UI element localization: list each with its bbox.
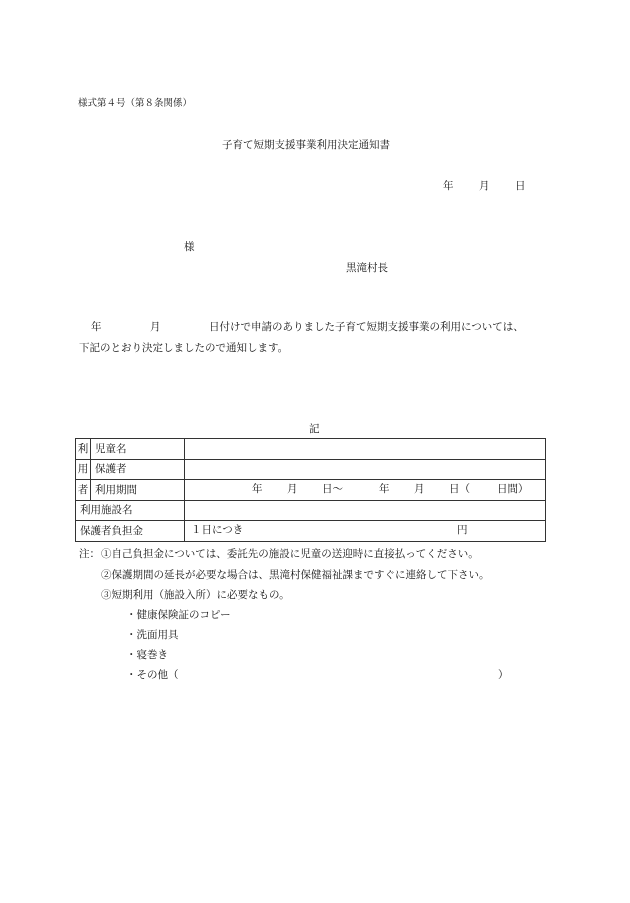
period-to-year: 年 — [379, 483, 390, 495]
list-item: ・健康保険証のコピー — [126, 609, 231, 621]
burden-unit: 円 — [457, 524, 468, 536]
note-2: ②保護期間の延長が必要な場合は、黒滝村保健福祉課まですぐに連絡して下さい。 — [101, 569, 490, 581]
child-name-value — [185, 439, 546, 460]
table-row-burden — [76, 521, 546, 542]
burden-label: 保護者負担金 — [76, 521, 185, 542]
list-item-other-close: ） — [498, 669, 509, 681]
issue-date-year: 年 — [443, 180, 454, 192]
table-row-facility — [76, 500, 546, 521]
burden-value — [185, 521, 546, 542]
period-to-month: 月 — [414, 483, 425, 495]
list-item: ・寝巻き — [126, 649, 168, 661]
period-from-month: 月 — [287, 483, 298, 495]
body-year: 年 — [91, 321, 102, 333]
body-line1: 日付けで申請のありました子育て短期支援事業の利用については、 — [209, 321, 524, 333]
facility-value — [185, 500, 546, 521]
table-row-period — [76, 480, 546, 501]
period-from-day: 日〜 — [322, 483, 343, 495]
group-label-2: 用 — [76, 459, 91, 480]
issue-date-day: 日 — [515, 180, 526, 192]
facility-label: 利用施設名 — [76, 500, 185, 521]
period-from-year: 年 — [252, 483, 263, 495]
table-row-child — [76, 439, 546, 460]
note-3: ③短期利用（施設入所）に必要なもの。 — [101, 589, 290, 601]
table-row-guardian — [76, 459, 546, 480]
record-heading: 記 — [309, 423, 320, 435]
list-item: ・洗面用具 — [126, 629, 179, 641]
recipient-honorific: 様 — [184, 241, 195, 253]
guardian-label: 保護者 — [91, 459, 185, 480]
form-number: 様式第４号（第８条関係） — [78, 98, 193, 109]
group-label-3: 者 — [76, 480, 91, 501]
body-month: 月 — [150, 321, 161, 333]
usage-table — [75, 438, 546, 542]
notes-prefix: 注： — [79, 548, 100, 560]
burden-per-day: １日につき — [191, 524, 244, 536]
issue-date-month: 月 — [479, 180, 490, 192]
guardian-value — [185, 459, 546, 480]
period-to-day: 日（ — [449, 483, 470, 495]
list-item-other: ・その他（ — [126, 669, 179, 681]
note-1: ①自己負担金については、委託先の施設に児童の送迎時に直接払ってください。 — [101, 548, 479, 560]
period-label: 利用期間 — [91, 480, 185, 501]
document-title: 子育て短期支援事業利用決定通知書 — [222, 139, 390, 151]
issuer-name: 黒滝村長 — [346, 262, 388, 274]
group-label-1: 利 — [76, 439, 91, 460]
period-days: 日間） — [497, 483, 529, 495]
child-name-label: 児童名 — [91, 439, 185, 460]
period-value — [185, 480, 546, 501]
body-line2: 下記のとおり決定しましたので通知します。 — [79, 342, 289, 354]
